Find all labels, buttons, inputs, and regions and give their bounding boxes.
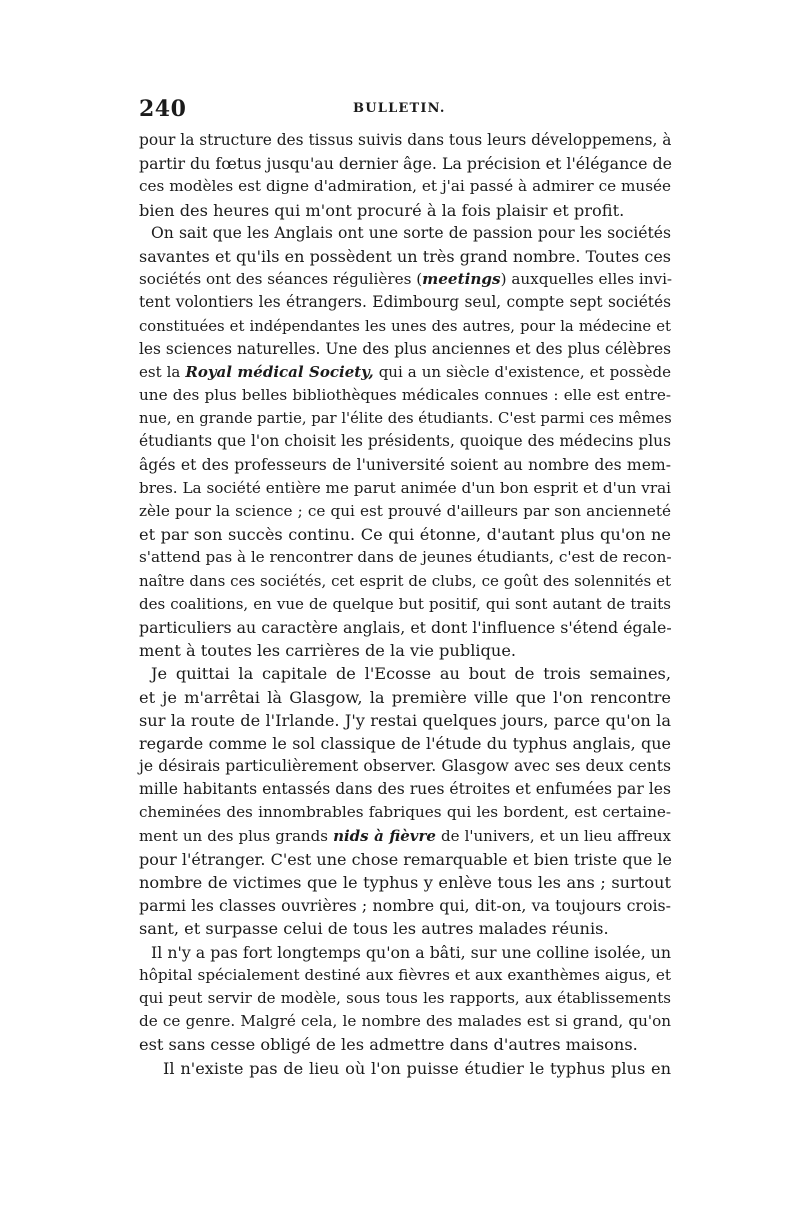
italic-term: nids à fièvre [333, 826, 436, 845]
text-line: mille habitants entassés dans des rues étroites et enfumées par les [139, 780, 671, 799]
page-number: 240 [139, 96, 187, 122]
text-line: étudiants que l'on choisit les présidents, quoique des médecins plus [139, 432, 671, 451]
text-line: zèle pour la science ; ce qui est prouvé d'ailleurs par son ancienneté [139, 502, 671, 520]
italic-term: Royal médical Society, [185, 362, 374, 381]
text-line: sur la route de l'Irlande. J'y restai quelques jours, parce qu'on la [139, 710, 671, 730]
text-line: On sait que les Anglais ont une sorte de passion pour les sociétés [151, 223, 671, 242]
text-line: et je m'arrêtai là Glasgow, la première ville que l'on rencontre [139, 687, 671, 707]
body-text [139, 129, 671, 1080]
text-line: les sciences naturelles. Une des plus anciennes et des plus célèbres [139, 339, 671, 358]
text-fragment: ment un des plus grands [139, 826, 334, 845]
text-line: nue, en grande partie, par l'élite des étudiants. C'est parmi ces mêmes [139, 410, 672, 428]
text-line: s'attend pas à le rencontrer dans de jeunes étudiants, c'est de recon- [139, 548, 672, 567]
text-line: Il n'existe pas de lieu où l'on puisse étudier le typhus plus en [163, 1058, 671, 1078]
text-line: naître dans ces sociétés, cet esprit de clubs, ce goût des solennités et [139, 571, 671, 590]
text-line: nombre de victimes que le typhus y enlève tous les ans ; surtout [139, 873, 671, 892]
text-line: cheminées des innombrables fabriques qui les bordent, est certaine- [139, 803, 671, 822]
text-line: de ce genre. Malgré cela, le nombre des malades est si grand, qu'on [139, 1012, 671, 1031]
text-fragment: qui a un siècle d'existence, et possède [373, 362, 671, 381]
text-line: particuliers au caractère anglais, et dont l'influence s'étend égale- [139, 617, 672, 637]
text-line: parmi les classes ouvrières ; nombre qui, dit-on, va toujours crois- [139, 896, 671, 916]
text-line: partir du fœtus jusqu'au dernier âge. La précision et l'élégance de [139, 154, 672, 174]
text-line: est sans cesse obligé de les admettre dans d'autres maisons. [139, 1035, 638, 1055]
running-title: BULLETIN. [353, 101, 446, 116]
text-line: bien des heures qui m'ont procuré à la fois plaisir et profit. [139, 200, 625, 220]
text-line: une des plus belles bibliothèques médicales connues : elle est entre- [139, 386, 671, 405]
text-fragment: de l'univers, et un lieu affreux [435, 826, 672, 845]
text-line: pour la structure des tissus suivis dans tous leurs développemens, à [139, 131, 672, 149]
text-line: pour l'étranger. C'est une chose remarquable et bien triste que le [139, 849, 673, 869]
text-fragment: est la [139, 362, 186, 381]
text-line: qui peut servir de modèle, sous tous les rapports, aux établissements [139, 988, 671, 1007]
text-line: ment à toutes les carrières de la vie publique. [139, 641, 517, 661]
text-line: bres. La société entière me parut animée d'un bon esprit et d'un vrai [139, 478, 671, 497]
text-fragment: ) auxquelles elles invi- [500, 270, 673, 289]
italic-term: meetings [422, 270, 501, 289]
text-line: constituées et indépendantes les unes des autres, pour la médecine et [139, 317, 671, 335]
text-line: savantes et qu'ils en possèdent un très grand nombre. Toutes ces [139, 246, 671, 266]
text-line: je désirais particulièrement observer. Glasgow avec ses deux cents [139, 757, 671, 776]
text-line: regarde comme le sol classique de l'étude du typhus anglais, que [139, 733, 671, 753]
text-line: ces modèles est digne d'admiration, et j'ai passé à admirer ce musée [139, 177, 671, 196]
text-line: Il n'y a pas fort longtemps qu'on a bâti, sur une colline isolée, un [151, 942, 672, 962]
text-line [139, 361, 671, 384]
text-line: âgés et des professeurs de l'université soient au nombre des mem- [139, 455, 671, 474]
text-line: et par son succès continu. Ce qui étonne, d'autant plus qu'on ne [139, 525, 671, 545]
text-line [139, 268, 671, 291]
text-line: tent volontiers les étrangers. Edimbourg seul, compte sept sociétés [139, 293, 671, 312]
text-line: hôpital spécialement destiné aux fièvres et aux exanthèmes aigus, et [139, 965, 671, 984]
text-fragment: sociétés ont des séances régulières ( [139, 270, 423, 289]
text-line: des coalitions, en vue de quelque but positif, qui sont autant de traits [139, 594, 671, 613]
text-line [139, 825, 671, 848]
text-line: sant, et surpasse celui de tous les autres malades réunis. [139, 919, 609, 939]
text-line: Je quittai la capitale de l'Ecosse au bout de trois semaines, [151, 664, 671, 684]
page-header [139, 96, 671, 126]
